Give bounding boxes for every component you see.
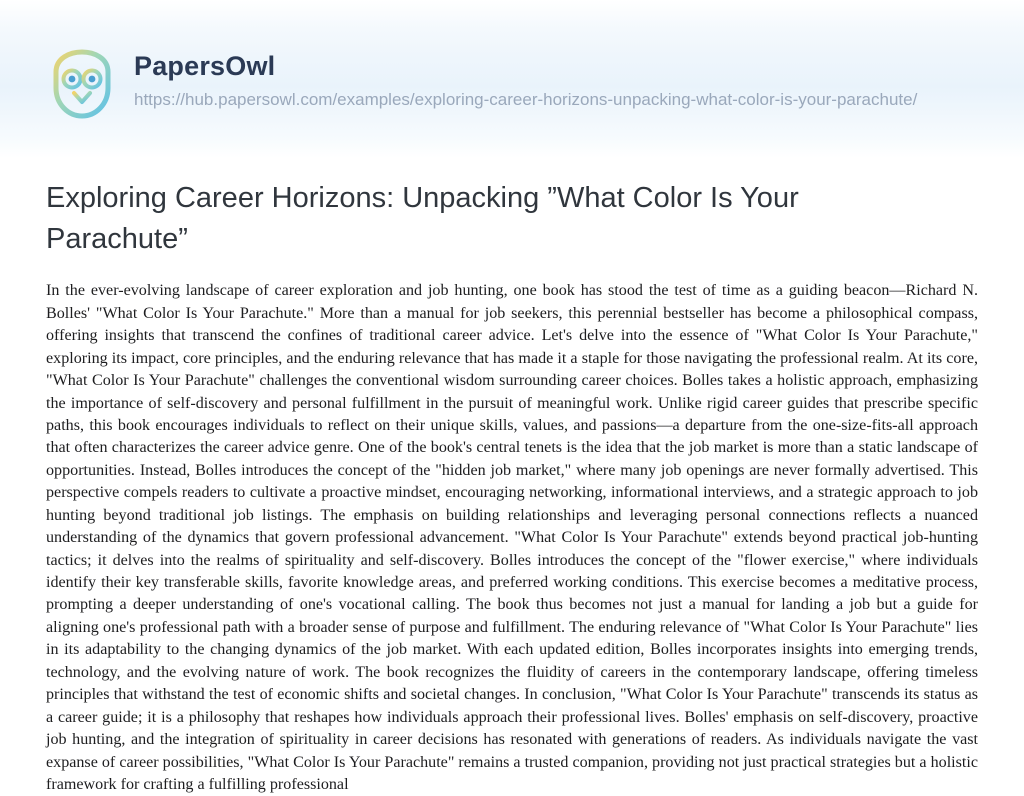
brand-name: PapersOwl: [134, 51, 276, 81]
source-url[interactable]: https://hub.papersowl.com/examples/exploring-career-horizons-unpacking-what-color-is-your-parachute/: [134, 89, 918, 109]
document-content: [0, 158, 1024, 796]
owl-logo-icon[interactable]: [44, 46, 120, 122]
article-body: In the ever-evolving landscape of career exploration and job hunting, one book has stood the test of time as a guiding beacon—Richard N. Bolles' "What Color Is Your Parachute." More than a manual for job seekers, this perennial bestseller has become a philosophical compass, offering insights that transcend the confines of traditional career advice. Let's delve into the essence of "What Color Is Your Parachute," exploring its impact, core principles, and the enduring relevance that has made it a staple for those navigating the professional realm. At its core, "What Color Is Your Parachute" challenges the conventional wisdom surrounding career choices. Bolles takes a holistic approach, emphasizing the importance of self-discovery and personal fulfillment in the pursuit of meaningful work. Unlike rigid career guides that prescribe specific paths, this book encourages individuals to reflect on their unique skills, values, and passions—a departure from the one-size-fits-all approach that often characterizes the career advice genre. One of the book's central tenets is the idea that the job market is more than a static landscape of opportunities. Instead, Bolles introduces the concept of the "hidden job market," where many job openings are never formally advertised. This perspective compels readers to cultivate a proactive mindset, encouraging networking, informational interviews, and a strategic approach to job hunting beyond traditional job listings. The emphasis on building relationships and leveraging personal connections reflects a nuanced understanding of the dynamics that govern professional advancement. "What Color Is Your Parachute" extends beyond practical job-hunting tactics; it delves into the realms of spirituality and self-discovery. Bolles introduces the concept of the "flower exercise," where individuals identify their key transferable skills, favorite knowledge areas, and preferred working conditions. This exercise becomes a meditative process, prompting a deeper understanding of one's vocational calling. The book thus becomes not just a manual for landing a job but a guide for aligning one's professional path with a broader sense of purpose and fulfillment. The enduring relevance of "What Color Is Your Parachute" lies in its adaptability to the changing dynamics of the job market. With each updated edition, Bolles incorporates insights into emerging trends, technology, and the evolving nature of work. The book recognizes the fluidity of careers in the contemporary landscape, offering timeless principles that withstand the test of economic shifts and societal changes. In conclusion, "What Color Is Your Parachute" transcends its status as a career guide; it is a philosophy that reshapes how individuals approach their professional lives. Bolles' emphasis on self-discovery, proactive job hunting, and the integration of spirituality in career decisions has resonated with generations of readers. As individuals navigate the vast expanse of career possibilities, "What Color Is Your Parachute" remains a trusted companion, providing not just practical strategies but a holistic framework for crafting a fulfilling professional: [46, 282, 978, 793]
brand-block: [134, 44, 917, 112]
page-title: Exploring Career Horizons: Unpacking ”What Color Is Your Parachute”: [46, 182, 799, 256]
site-header: [0, 0, 1024, 158]
